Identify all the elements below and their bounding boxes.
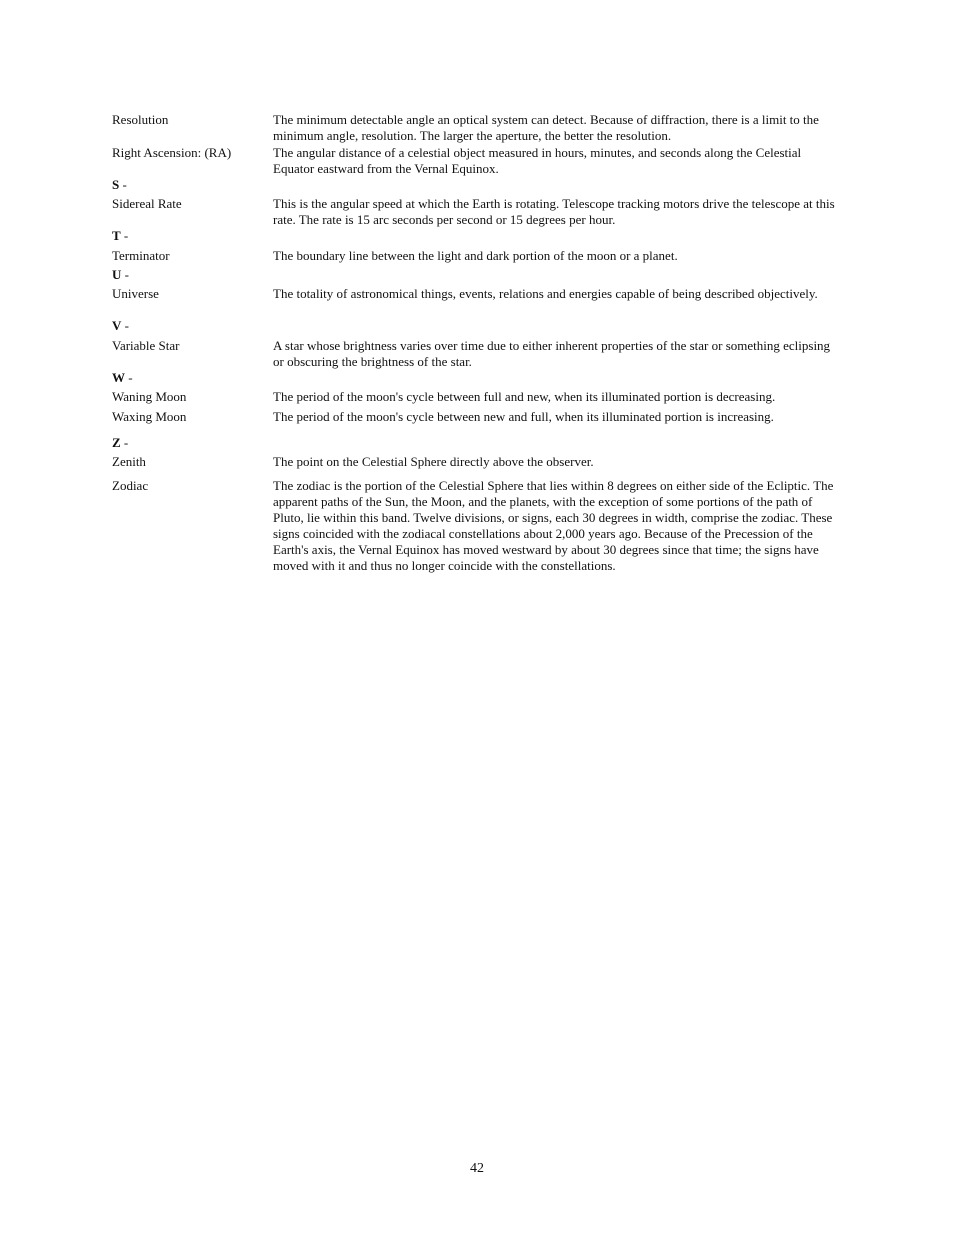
letter-dash: - bbox=[121, 318, 129, 333]
definition-right-ascension: The angular distance of a celestial object measured in hours, minutes, and seconds along the Celestial Equator eastward from the Vernal Equinox. bbox=[273, 145, 802, 176]
definition-variable-star: A star whose brightness varies over time due to either inherent properties of the star or something eclipsing or obscuring the brightness of the star. bbox=[273, 338, 831, 369]
term-zodiac: Zodiac bbox=[112, 478, 149, 493]
term-resolution: Resolution bbox=[112, 112, 169, 127]
letter-v: V bbox=[112, 318, 122, 333]
term-sidereal-rate: Sidereal Rate bbox=[112, 196, 182, 211]
definition-terminator: The boundary line between the light and dark portion of the moon or a planet. bbox=[273, 248, 678, 263]
letter-heading-v bbox=[112, 318, 129, 334]
definition-resolution: The minimum detectable angle an optical system can detect. Because of diffraction, there is a limit to the minimum angle, resolution. The larger the aperture, the better the resolution. bbox=[273, 112, 819, 143]
term-zenith: Zenith bbox=[112, 454, 146, 469]
term-variable-star: Variable Star bbox=[112, 338, 180, 353]
letter-dash: - bbox=[120, 435, 129, 450]
definition-universe: The totality of astronomical things, events, relations and energies capable of being described objectively. bbox=[273, 286, 818, 301]
letter-z: Z bbox=[112, 435, 121, 450]
page-number: 42 bbox=[470, 1161, 484, 1176]
term-right-ascension: Right Ascension: (RA) bbox=[112, 145, 232, 160]
letter-dash: - bbox=[120, 228, 129, 243]
definition-waxing-moon: The period of the moon's cycle between new and full, when its illuminated portion is increasing. bbox=[273, 409, 774, 424]
letter-heading-u bbox=[112, 267, 129, 283]
definition-zodiac: The zodiac is the portion of the Celestial Sphere that lies within 8 degrees on either side of the Ecliptic. The apparent paths of the Sun, the Moon, and the planets, with the exception of some portions of the path of Pluto, lie within this band. Twelve divisions, or signs, each 30 degrees in width, comprise the zodiac. These signs coincided with the zodiacal constellations about 2,000 years ago. Because of the Precession of the Earth's axis, the Vernal Equinox has moved westward by about 30 degrees since that time; the signs have moved with it and thus no longer coincide with the constellations. bbox=[273, 478, 834, 573]
term-universe: Universe bbox=[112, 286, 159, 301]
letter-heading-w bbox=[112, 370, 133, 386]
definition-waning-moon: The period of the moon's cycle between full and new, when its illuminated portion is decreasing. bbox=[273, 389, 776, 404]
term-terminator: Terminator bbox=[112, 248, 170, 263]
term-waning-moon: Waning Moon bbox=[112, 389, 187, 404]
letter-dash: - bbox=[121, 267, 129, 282]
letter-t: T bbox=[112, 228, 121, 243]
letter-u: U bbox=[112, 267, 122, 282]
letter-heading-z bbox=[112, 435, 128, 451]
letter-heading-s bbox=[112, 177, 127, 193]
letter-w: W bbox=[112, 370, 125, 385]
term-waxing-moon: Waxing Moon bbox=[112, 409, 187, 424]
letter-dash: - bbox=[125, 370, 133, 385]
letter-dash: - bbox=[119, 177, 127, 192]
definition-sidereal-rate: This is the angular speed at which the Earth is rotating. Telescope tracking motors drive the telescope at this rate. The rate is 15 arc seconds per second or 15 degrees per hour. bbox=[273, 196, 835, 227]
letter-heading-t bbox=[112, 228, 128, 244]
letter-s: S bbox=[112, 177, 120, 192]
definition-zenith: The point on the Celestial Sphere directly above the observer. bbox=[273, 454, 594, 469]
